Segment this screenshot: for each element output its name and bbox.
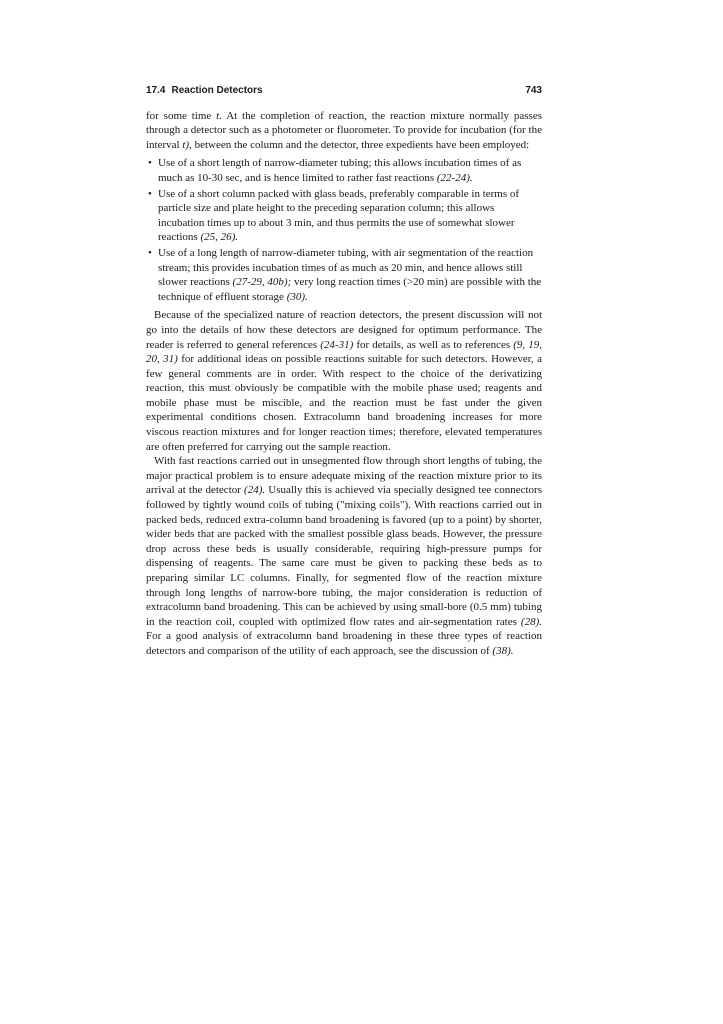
bullet-icon: • xyxy=(148,157,152,170)
intro-italic-2: t), xyxy=(182,138,192,151)
citation: (24-31) xyxy=(320,338,354,351)
intro-italic-1: t. xyxy=(216,109,222,122)
list-item xyxy=(146,156,542,185)
para-text: for additional ideas on possible reactions suitable for such detectors. However, a few general comments are in order. With respect to the choice of the derivatizing reaction, this must obviously be compatible with the mobile phase used; reagents and mobile phase must be miscible, and the reaction must be fast under the given experimental conditions chosen. Extracolumn band broadening increases for more viscous reaction mixtures and for longer reaction times; therefore, elevated temperatures are often preferred for carrying out the sample reaction. xyxy=(146,353,542,453)
intro-text-3: between the column and the detector, three expedients have been employed: xyxy=(191,138,530,151)
bullet-icon: • xyxy=(148,187,152,200)
citation: (24). xyxy=(244,484,266,497)
section-heading xyxy=(146,84,263,99)
bullet-icon: • xyxy=(148,246,152,259)
para-text: Because of the specialized nature of reaction detectors, the present discussion will not go into the details of how these detectors are designed for optimum performance. The reader is referred to general references xyxy=(146,309,542,351)
section-number: 17.4 xyxy=(146,85,166,96)
list-item-text: Use of a short column packed with glass beads, preferably comparable in terms of particle size and plate height to the preceding separation column; this allows incubation times up to about 3 min, and thus permits the use of somewhat slower reactions xyxy=(158,187,520,244)
list-item-refs-2: (30). xyxy=(286,290,308,303)
citation: (28). xyxy=(520,615,542,628)
citation: (9, 19, 20, 31) xyxy=(146,338,543,366)
book-page xyxy=(146,84,542,659)
paragraph-mixing xyxy=(146,454,542,658)
list-item xyxy=(146,187,542,245)
list-item-text: Use of a short length of narrow-diameter tubing; this allows incubation times of as much as 10-30 sec, and is hence limited to rather fast reactions xyxy=(158,157,522,184)
list-item xyxy=(146,246,542,304)
para-text: for details, as well as to references xyxy=(353,338,514,351)
para-text: With fast reactions carried out in unsegmented flow through short lengths of tubing, the major practical problem is to ensure adequate mixing of the reaction mixture prior to its arrival at the detector xyxy=(146,455,542,497)
list-item-text: Use of a long length of narrow-diameter tubing, with air segmentation of the reaction stream; this provides incubation times of as much as 20 min, and hence allows still slower reactions xyxy=(158,246,534,289)
para-text: For a good analysis of extracolumn band broadening in these three types of reaction detectors and comparison of the utility of each approach, see the discussion of xyxy=(146,630,542,657)
intro-text-2: At the completion of reaction, the reaction mixture normally passes through a detector such as a photometer or fluorometer. To provide for incubation (for the interval xyxy=(146,109,542,151)
list-item-refs: (25, 26). xyxy=(200,231,239,244)
paragraph-detectors xyxy=(146,308,542,454)
list-item-text-after: very long reaction times (>20 min) are possible with the technique of effluent storage xyxy=(158,276,542,303)
list-item-refs: (27-29, 40b); xyxy=(232,276,292,289)
page-number: 743 xyxy=(525,85,542,96)
intro-paragraph xyxy=(146,109,542,153)
expedient-list xyxy=(146,156,542,304)
section-title: Reaction Detectors xyxy=(171,85,263,96)
citation: (38). xyxy=(492,644,514,657)
list-item-refs: (22-24). xyxy=(436,171,473,184)
para-text: Usually this is achieved via specially designed tee connectors followed by tightly wound coils of tubing ("mixing coils"). With reactions carried out in packed beds, reduced extra-column band broadening is favored (up to a point) by shorter, wider beds that are packed with the smallest possible glass beads. However, the pressure drop across these beds is usually considerable, requiring high-pressure pumps for dispensing of reagents. The same care must be given to packing these beds as to preparing similar LC columns. Finally, for segmented flow of the reaction mixture through long lengths of narrow-bore tubing, the major consideration is reduction of extracolumn band broadening. This can be achieved by using small-bore (0.5 mm) tubing in the reaction coil, coupled with optimized flow rates and air-segmentation rates xyxy=(146,484,542,628)
running-head xyxy=(146,84,542,99)
intro-text-1: for some time xyxy=(146,109,217,122)
